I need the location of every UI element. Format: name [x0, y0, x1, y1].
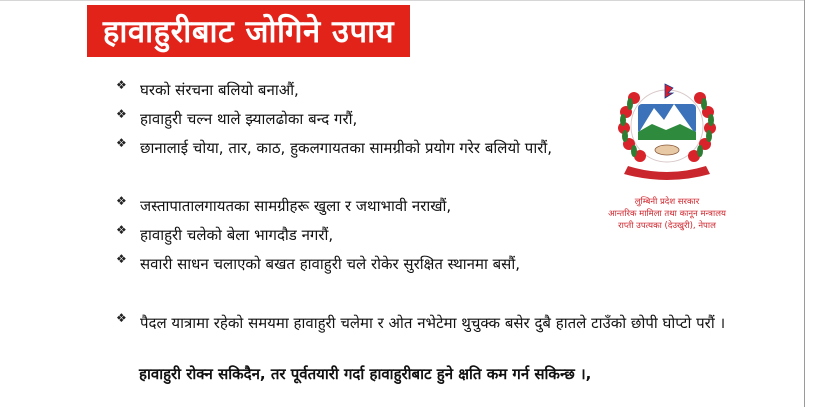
- caption-line: आन्तरिक मामिला तथा कानून मन्त्रालय: [608, 209, 726, 219]
- page-top-edge: [0, 0, 804, 1]
- list-item-text: हावाहुरी चलेको बेला भागदौड नगरौं,: [140, 226, 334, 244]
- title-banner: [87, 5, 410, 57]
- list-item-text: हावाहुरी चल्न थाले झ्यालढोका बन्द गरौं,: [140, 110, 358, 128]
- diamond-bullet-icon: ❖: [116, 223, 127, 237]
- diamond-bullet-icon: ❖: [116, 107, 127, 121]
- list-item-text: घरको संरचना बलियो बनाऔं,: [140, 81, 299, 99]
- list-item: [116, 134, 596, 162]
- list-item-text: पैदल यात्रामा रहेको समयमा हावाहुरी चलेमा र ओत नभेटेमा थुचुक्क बसेर दुबै हातले टाउँको छोपी घोप्टो परौं ।: [140, 314, 726, 332]
- diamond-bullet-icon: ❖: [116, 252, 127, 266]
- page-title: हावाहुरीबाट जोगिने उपाय: [102, 14, 395, 50]
- government-emblem-icon: [594, 74, 740, 186]
- page-right-edge: [804, 0, 805, 407]
- caption-line: लुम्बिनी प्रदेश सरकार: [634, 197, 700, 207]
- emblem-caption: [594, 196, 740, 232]
- diamond-bullet-icon: ❖: [116, 136, 127, 150]
- list-item: [116, 309, 726, 337]
- caption-line: राप्ती उपत्यका (देउखुरी), नेपाल: [618, 221, 716, 231]
- conclusion-statement: हावाहुरी रोक्न सकिदैन, तर पूर्वतयारी गर्दा हावाहुरीबाट हुने क्षति कम गर्न सकिन्छ ।,: [139, 365, 592, 383]
- list-item-text: छानालाई चोया, तार, काठ, हुकलगायतका सामग्रीको प्रयोग गरेर बलियो पारौं,: [140, 139, 552, 157]
- list-item: [116, 250, 586, 278]
- diamond-bullet-icon: ❖: [116, 194, 127, 208]
- list-item-text: सवारी साधन चलाएको बखत हावाहुरी चले रोकेर सुरक्षित स्थानमा बसौं,: [140, 255, 520, 273]
- diamond-bullet-icon: ❖: [116, 78, 127, 92]
- diamond-bullet-icon: ❖: [116, 311, 127, 325]
- list-item-text: जस्तापातालगायतका सामग्रीहरू खुला र जथाभावी नराखौं,: [140, 197, 452, 215]
